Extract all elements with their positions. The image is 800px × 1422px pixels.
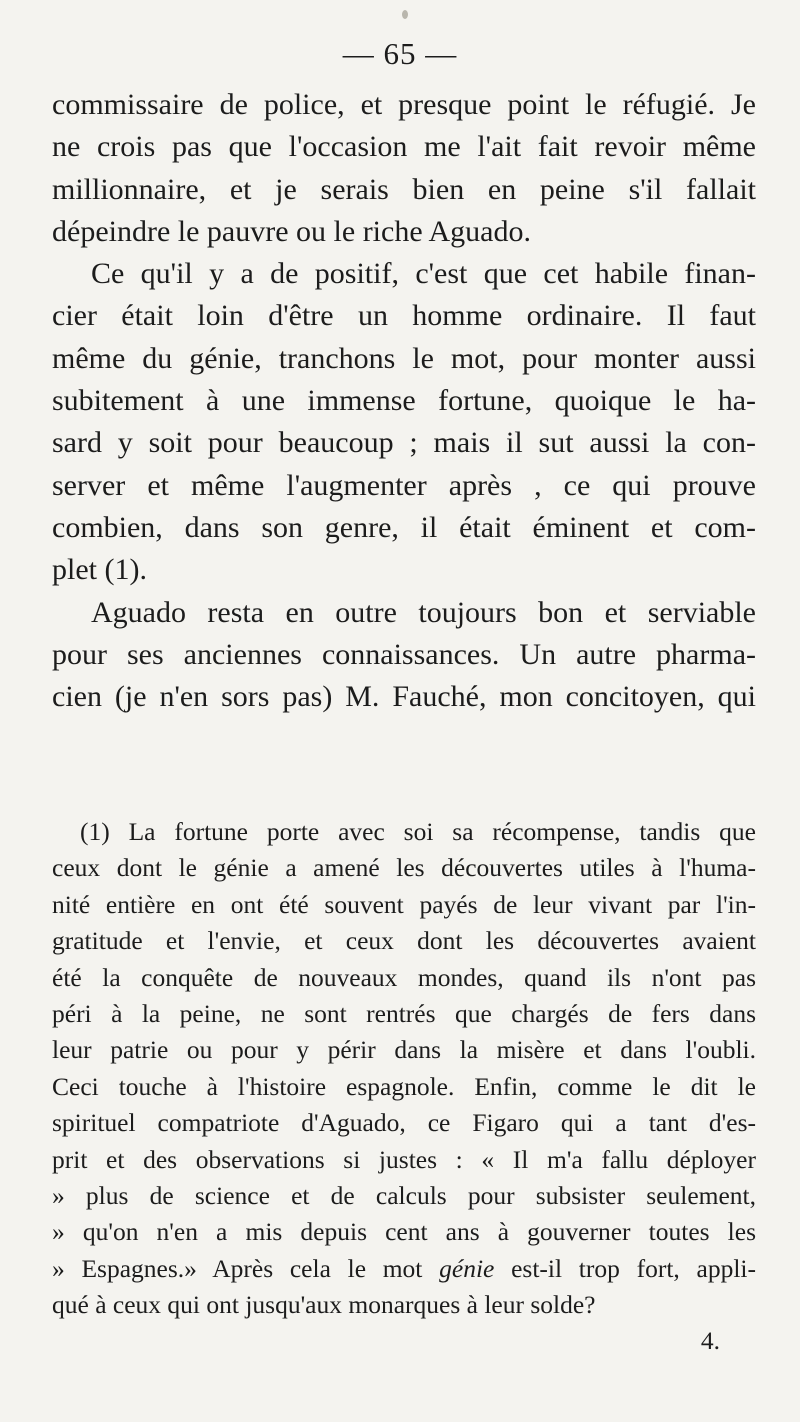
text-line: subitement à une immense fortune, quoique le ha- (52, 384, 756, 418)
text-line: cien (je n'en sors pas) M. Fauché, mon concitoyen, qui (52, 680, 756, 714)
text-line: pour ses anciennes connaissances. Un autre pharma- (52, 637, 756, 671)
footnote-line: » Espagnes.» Après cela le mot génie est-il trop fort, appli- (52, 1253, 756, 1283)
footnote-line: (1) La fortune porte avec soi sa récompense, tandis que (80, 817, 756, 846)
page-number: — 65 — (342, 36, 458, 71)
footnote-line: été la conquête de nouveaux mondes, quand ils n'ont pas (52, 962, 756, 992)
footnote-line: prit et des observations si justes : « Il m'a fallu déployer (52, 1144, 756, 1174)
footnote-line: spirituel compatriote d'Aguado, ce Figaro qui a tant d'es- (52, 1108, 756, 1138)
text-line: Ce qu'il y a de positif, c'est que cet habile finan- (91, 257, 756, 291)
italic-word: génie (439, 1253, 495, 1283)
footnote-line: ceux dont le génie a amené les découvertes utiles à l'huma- (52, 853, 756, 883)
text-line: commissaire de police, et presque point le réfugié. Je (52, 88, 756, 121)
text-line: combien, dans son genre, il était éminent et com- (52, 510, 756, 544)
footnote-line: péri à la peine, ne sont rentrés que chargés de fers dans (52, 998, 756, 1028)
text-line: plet (1). (52, 553, 147, 587)
signature-mark: 4. (700, 1326, 720, 1356)
footnote-line: gratitude et l'envie, et ceux dont les découvertes avaient (52, 926, 756, 956)
footnote (52, 814, 756, 1360)
ink-speck (402, 10, 408, 19)
text-line: millionnaire, et je serais bien en peine s'il fallait (52, 172, 756, 206)
text-line: ne crois pas que l'occasion me l'ait fait revoir même (52, 130, 756, 164)
main-text (52, 84, 756, 718)
text-line: même du génie, tranchons le mot, pour monter aussi (52, 341, 756, 375)
text-line: cier était loin d'être un homme ordinaire. Il faut (52, 299, 756, 333)
footnote-line: nité entière en ont été souvent payés de leur vivant par l'in- (52, 889, 756, 919)
footnote-line: Ceci touche à l'histoire espagnole. Enfin, comme le dit le (52, 1071, 756, 1101)
text-line: sard y soit pour beaucoup ; mais il sut aussi la con- (52, 426, 756, 460)
text-line: Aguado resta en outre toujours bon et serviable (91, 595, 756, 629)
footnote-line: » qu'on n'en a mis depuis cent ans à gouverner toutes les (52, 1217, 756, 1247)
text-line: dépeindre le pauvre ou le riche Aguado. (52, 214, 531, 248)
footnote-line: » plus de science et de calculs pour subsister seulement, (52, 1180, 756, 1210)
text-line: server et même l'augmenter après , ce qui prouve (52, 468, 756, 502)
footnote-line: qué à ceux qui ont jusqu'aux monarques à leur solde? (52, 1290, 596, 1320)
footnote-line: leur patrie ou pour y périr dans la misère et dans l'oubli. (52, 1035, 756, 1065)
